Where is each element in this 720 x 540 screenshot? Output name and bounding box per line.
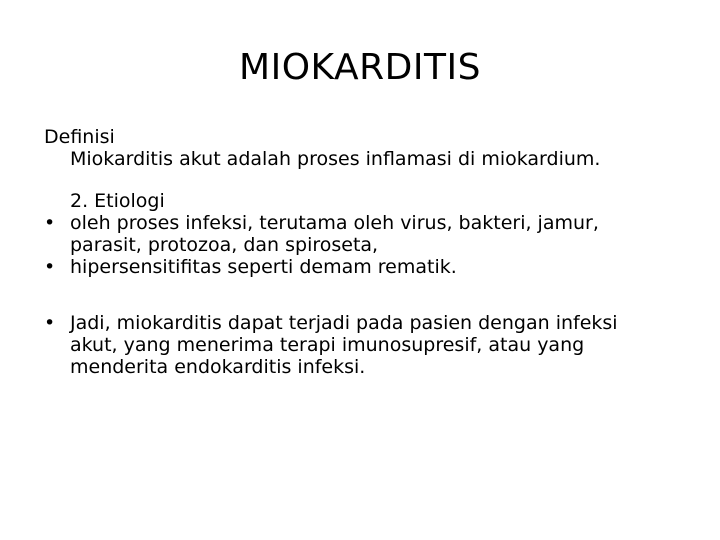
list-item-text: menderita endokarditis infeksi. — [70, 356, 366, 378]
list-item-etiology-infection — [44, 212, 684, 256]
list-item-conclusion — [44, 312, 684, 378]
bullet-icon: • — [44, 256, 56, 278]
etiology-heading: 2. Etiologi — [70, 190, 165, 212]
list-item-text: Jadi, miokarditis dapat terjadi pada pasien dengan infeksi — [70, 312, 618, 334]
list-item-text: oleh proses infeksi, terutama oleh virus, bakteri, jamur, — [70, 212, 599, 234]
spacer — [44, 170, 684, 190]
spacer — [44, 278, 684, 312]
list-item-text: hipersensitifitas seperti demam rematik. — [70, 256, 457, 278]
bullet-icon: • — [44, 312, 56, 334]
slide-body — [44, 126, 684, 378]
bullet-icon: • — [44, 212, 56, 234]
slide-title: MIOKARDITIS — [239, 47, 481, 88]
list-item-text: parasit, protozoa, dan spiroseta, — [70, 234, 379, 256]
list-item-text: akut, yang menerima terapi imunosupresif, atau yang — [70, 334, 585, 356]
list-item-etiology-hypersensitivity — [44, 256, 684, 278]
definition-heading: Definisi — [44, 126, 115, 148]
definition-text: Miokarditis akut adalah proses inflamasi di miokardium. — [70, 148, 601, 170]
